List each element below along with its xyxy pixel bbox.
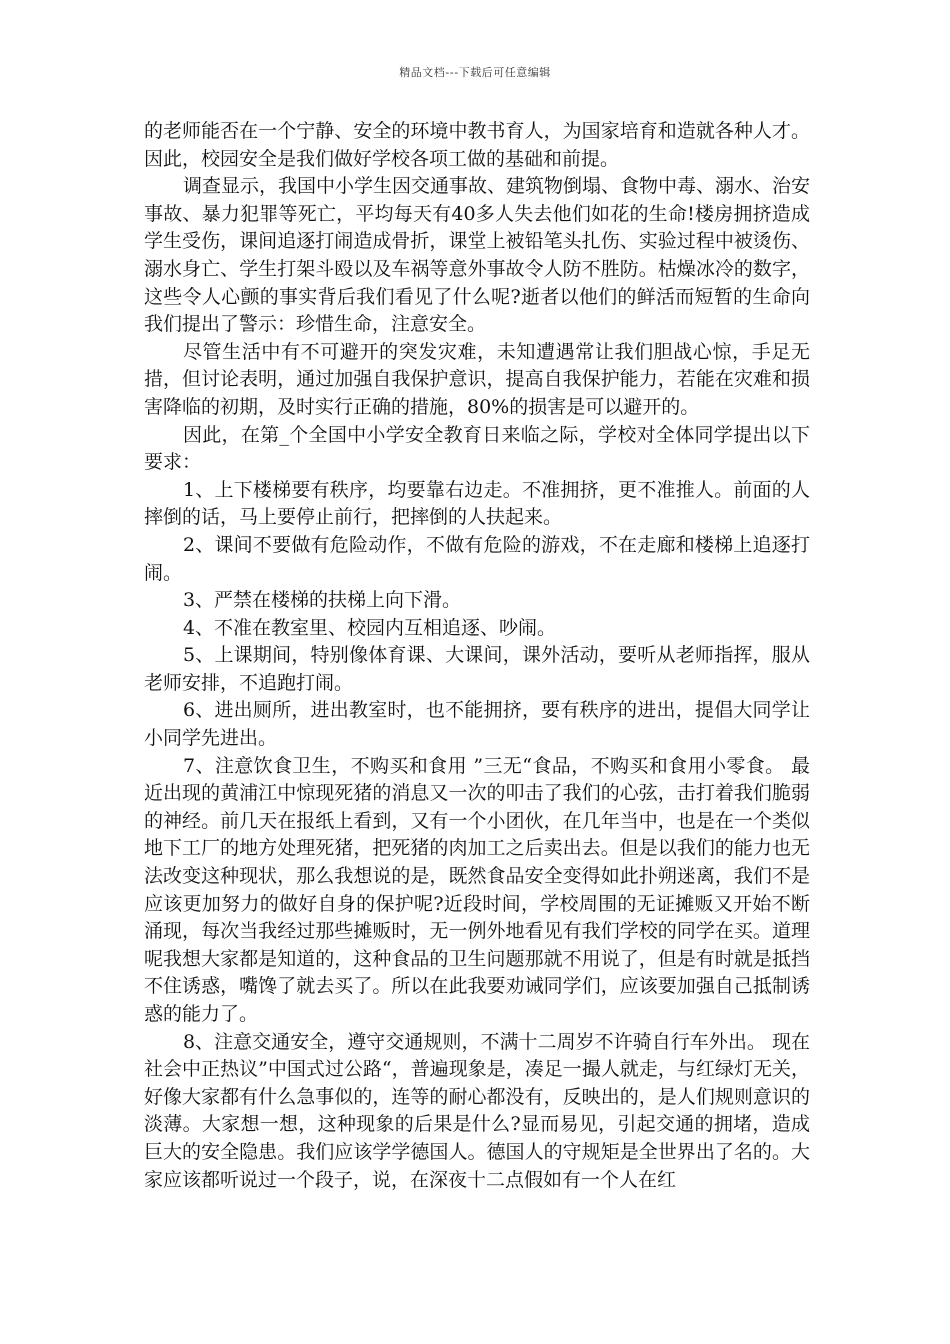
list-item-2: 2、课间不要做有危险动作，不做有危险的游戏，不在走廊和楼梯上追逐打闹。	[144, 533, 810, 584]
list-item-3: 3、严禁在楼梯的扶梯上向下滑。	[182, 589, 462, 612]
list-item-5: 5、上课期间，特别像体育课、大课间，课外活动，要听从老师指挥，服从老师安排，不追跑打闹。	[144, 644, 810, 694]
document-body	[144, 118, 810, 1194]
list-item-7: 7、注意饮食卫生，不购买和食用 ”三无“食品，不购买和食用小零食。 最近出现的黄浦江中惊现死猪的消息又一次的叩击了我们的心弦，击打着我们脆弱的神经。前几天在报纸上看到，又有一个小团伙，在几年当中，也是在一个类似地下工厂的地方处理死猪，把死猪的肉加工之后卖出去。但是以我们的能力也无法改变这种现状，那么我想说的是，既然食品安全变得如此扑朔迷离，我们不是应该更加努力的做好自身的保护呢?近段时间，学校周围的无证摊贩又开始不断涌现，每次当我经过那些摊贩时，无一例外地看见有我们学校的同学在买。道理呢我想大家都是知道的，这种食品的卫生问题那就不用说了，但是有时就是抵挡不住诱惑，嘴馋了就去买了。所以在此我要劝诫同学们，应该要加强自己抵制诱惑的能力了。	[144, 754, 810, 1025]
paragraph: 因此，在第_个全国中小学安全教育日来临之际，学校对全体同学提出以下要求：	[144, 423, 810, 474]
list-item-4: 4、不准在教室里、校园内互相追逐、吵闹。	[182, 616, 557, 639]
list-item-6: 6、进出厕所，进出教室时，也不能拥挤，要有秩序的进出，提倡大同学让小同学先进出。	[144, 699, 810, 750]
list-item-8: 8、注意交通安全，遵守交通规则，不满十二周岁不许骑自行车外出。 现在社会中正热议”中国式过公路“，普遍现象是，凑足一撮人就走，与红绿灯无关，好像大家都有什么急事似的，连等的耐心都没有，反映出的，是人们规则意识的淡薄。大家想一想，这种现象的后果是什么?显而易见，引起交通的拥堵，造成巨大的安全隐患。我们应该学学德国人。德国人的守规矩是全世界出了名的。大家应该都听说过一个段子，说，在深夜十二点假如有一个人在红	[144, 1030, 810, 1191]
list-item-1: 1、上下楼梯要有秩序，均要靠右边走。不准拥挤，更不准推人。前面的人摔倒的话，马上要停止前行，把摔倒的人扶起来。	[144, 478, 810, 529]
paragraph: 尽管生活中有不可避开的突发灾难，未知遭遇常让我们胆战心惊，手足无措，但讨论表明，通过加强自我保护意识，提高自我保护能力，若能在灾难和损害降临的初期，及时实行正确的措施，80%的损害是可以避开的。	[144, 340, 810, 418]
paragraph: 的老师能否在一个宁静、安全的环境中教书育人，为国家培育和造就各种人才。因此，校园安全是我们做好学校各项工做的基础和前提。	[144, 120, 810, 170]
page-header: 精品文档---下载后可任意编辑	[399, 66, 551, 79]
paragraph: 调查显示，我国中小学生因交通事故、建筑物倒塌、食物中毒、溺水、治安事故、暴力犯罪等死亡，平均每天有40多人失去他们如花的生命!楼房拥挤造成学生受伤，课间追逐打闹造成骨折，课堂上被铅笔头扎伤、实验过程中被烫伤、溺水身亡、学生打架斗殴以及车祸等意外事故令人防不胜防。枯燥冰冷的数字，这些令人心颤的事实背后我们看见了什么呢?逝者以他们的鲜活而短暂的生命向我们提出了警示：珍惜生命，注意安全。	[144, 175, 810, 336]
